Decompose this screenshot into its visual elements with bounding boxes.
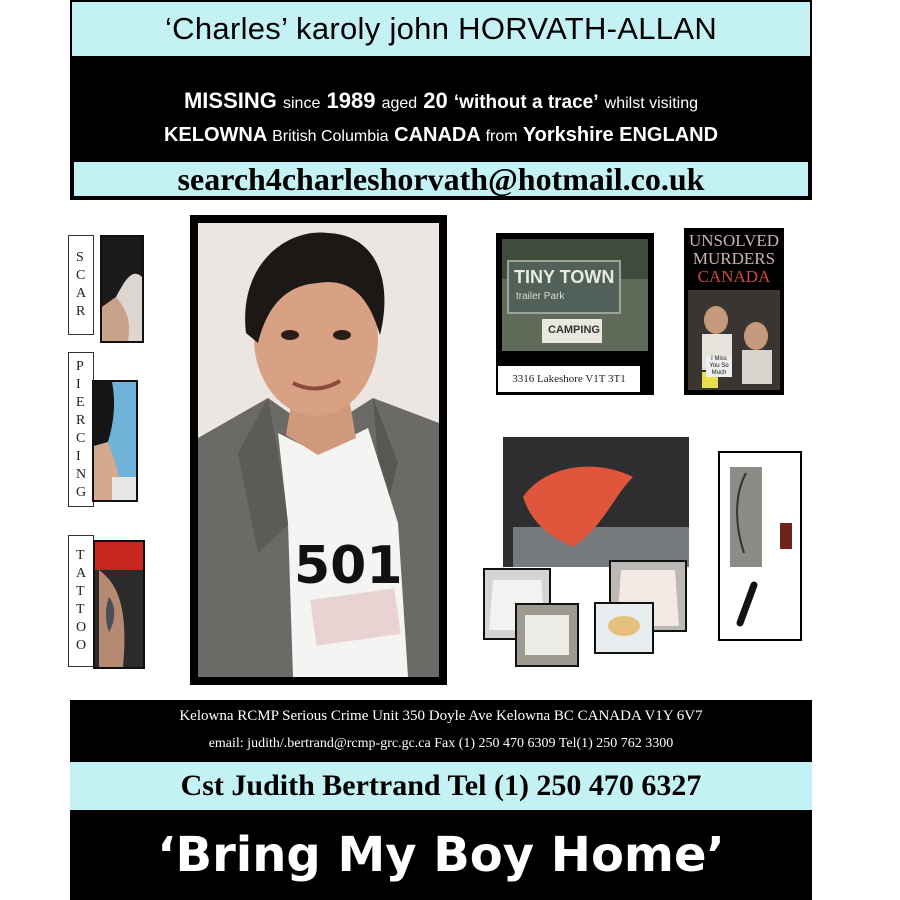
from-word: from — [485, 128, 518, 145]
evidence-shirt-photo-3 — [515, 603, 579, 667]
scar-photo — [100, 235, 144, 343]
scar-label — [68, 235, 94, 335]
whilst-visiting: whilst visiting — [604, 95, 699, 112]
missing-line-2 — [70, 124, 812, 147]
main-portrait-photo — [198, 223, 439, 677]
trailer-park-photo — [502, 239, 648, 351]
origin: Yorkshire ENGLAND — [522, 124, 719, 146]
slogan-banner: ‘Bring My Boy Home’ — [70, 810, 812, 900]
since-word: since — [283, 95, 321, 112]
book-title-2: MURDERS — [692, 249, 776, 268]
piercing-label — [68, 352, 94, 507]
country: CANADA — [394, 124, 481, 146]
officer-contact: Cst Judith Bertrand Tel (1) 250 470 6327 — [70, 762, 812, 810]
tattoo-photo — [93, 540, 145, 669]
missing-word: MISSING — [183, 88, 277, 113]
book-cover — [684, 228, 784, 395]
evidence-items-photo — [718, 451, 802, 641]
missing-year: 1989 — [326, 88, 376, 113]
book-badge: I Miss You So Much — [706, 356, 732, 377]
rcmp-contact-block — [70, 700, 812, 762]
shirt-501: 501 — [294, 536, 403, 596]
province: British Columbia — [272, 128, 389, 145]
contact-email[interactable]: search4charleshorvath@hotmail.co.uk — [70, 160, 812, 200]
book-title-1: UNSOLVED — [688, 231, 780, 250]
evidence-photo-red — [503, 437, 689, 567]
piercing-label-text: P I E R C I N G — [75, 358, 87, 500]
poster-title: ‘Charles’ karoly john HORVATH-ALLAN — [70, 0, 812, 58]
piercing-photo — [92, 380, 138, 502]
tattoo-label-text: T A T T O O — [75, 548, 87, 653]
missing-line-1 — [70, 88, 812, 114]
aged-word: aged — [381, 95, 418, 112]
book-title-3: CANADA — [697, 267, 771, 286]
rcmp-email-fax-tel: email: judith/.bertrand@rcmp-grc.gc.ca Fax (1) 250 470 6309 Tel(1) 250 762 3300 — [208, 736, 674, 751]
city: KELOWNA — [163, 124, 267, 146]
rcmp-address: Kelowna RCMP Serious Crime Unit 350 Doyle Ave Kelowna BC CANADA V1Y 6V7 — [179, 708, 703, 724]
trailer-sign-sub: trailer Park — [516, 291, 565, 302]
without-trace: ‘without a trace’ — [453, 92, 599, 113]
trailer-sign-text: TINY TOWN — [514, 267, 615, 287]
tattoo-label — [68, 535, 94, 667]
evidence-shirt-photo-4 — [594, 602, 654, 654]
scar-label-text: S C A R — [75, 250, 87, 319]
missing-banner — [70, 58, 812, 160]
camping-sign: CAMPING — [548, 324, 600, 336]
address-caption: 3316 Lakeshore V1T 3T1 — [498, 366, 640, 392]
missing-age: 20 — [423, 88, 448, 113]
